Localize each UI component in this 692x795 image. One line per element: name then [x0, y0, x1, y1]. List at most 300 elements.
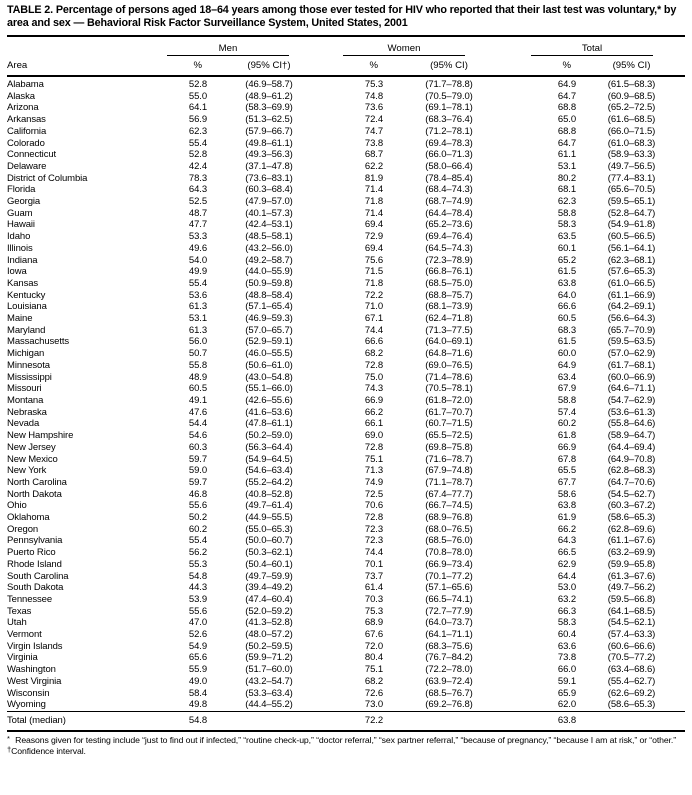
men-pct-cell: 55.4 [188, 277, 207, 289]
total-ci-cell: (60.9–68.5) [607, 90, 656, 102]
total-ci-cell: (61.0–68.3) [607, 137, 656, 149]
men-pct-cell: 59.7 [188, 476, 207, 488]
women-ci-cell: (68.3–75.6) [425, 640, 473, 652]
area-cell: Guam [7, 207, 33, 219]
table-row [7, 219, 685, 231]
women-ci-cell: (70.1–77.2) [425, 570, 473, 582]
table-row [7, 325, 685, 337]
total-pct-cell: 65.5 [557, 465, 576, 477]
men-pct-cell: 65.6 [188, 652, 207, 664]
women-ci-cell: (64.5–74.3) [425, 242, 473, 254]
total-pct-cell: 68.8 [557, 125, 576, 137]
area-cell: Kentucky [7, 289, 46, 301]
column-header-row [7, 56, 685, 76]
total-pct-cell: 58.3 [557, 617, 576, 629]
table-row [7, 571, 685, 583]
total-ci-cell: (61.3–67.6) [607, 570, 656, 582]
women-pct-cell: 75.3 [364, 79, 383, 90]
women-ci-cell: (76.7–84.2) [425, 652, 473, 664]
total-pct-cell: 62.3 [557, 196, 576, 208]
men-ci-cell: (46.9–59.3) [245, 313, 293, 325]
men-pct-cell: 62.3 [188, 125, 207, 137]
total-ci-cell: (62.8–69.6) [607, 523, 656, 535]
women-ci-cell: (64.0–73.7) [425, 617, 473, 629]
women-ci-cell: (63.9–72.4) [425, 675, 473, 687]
men-pct-cell: 54.8 [188, 570, 207, 582]
table-row [7, 336, 685, 348]
women-pct-cell: 69.4 [364, 219, 383, 231]
men-ci-cell: (52.0–59.2) [245, 605, 293, 617]
men-pct-cell: 64.3 [188, 184, 207, 196]
women-pct-cell: 67.6 [364, 629, 383, 641]
total-pct-cell: 64.7 [557, 90, 576, 102]
table-row [7, 383, 685, 395]
women-pct-cell: 69.0 [364, 430, 383, 442]
area-cell: Pennsylvania [7, 535, 63, 547]
women-pct-cell: 71.0 [364, 301, 383, 313]
table-row [7, 278, 685, 290]
table-row [7, 266, 685, 278]
table-row [7, 76, 685, 91]
table-row [7, 395, 685, 407]
table-row [7, 500, 685, 512]
men-ci-cell: (47.9–57.0) [245, 196, 293, 208]
men-pct-cell: 61.3 [188, 324, 207, 336]
table-row [7, 126, 685, 138]
women-ci-cell: (68.3–76.4) [425, 114, 473, 126]
men-pct-cell: 53.9 [188, 593, 207, 605]
men-pct-cell: 54.6 [188, 430, 207, 442]
total-pct-cell: 67.9 [557, 383, 576, 395]
total-pct-cell: 64.3 [557, 535, 576, 547]
total-pct-cell: 62.9 [557, 558, 576, 570]
table-total-section [7, 711, 685, 731]
area-cell: New Hampshire [7, 430, 74, 442]
total-ci-cell: (54.7–62.9) [607, 394, 656, 406]
total-ci-header: (95% CI) [578, 56, 685, 76]
men-pct-cell: 47.7 [188, 219, 207, 231]
table-row [7, 524, 685, 536]
men-pct-cell: 60.5 [188, 383, 207, 395]
women-pct-cell: 72.0 [364, 640, 383, 652]
table-row [7, 255, 685, 267]
area-cell: Minnesota [7, 359, 50, 371]
total-ci-cell: (58.9–64.7) [607, 430, 656, 442]
area-cell: Oklahoma [7, 512, 50, 524]
women-ci-cell: (65.5–72.5) [425, 430, 473, 442]
men-pct-cell: 49.8 [188, 699, 207, 711]
men-ci-cell: (50.6–61.0) [245, 359, 293, 371]
women-ci-cell: (71.2–78.1) [425, 125, 473, 137]
women-pct-cell: 71.4 [364, 184, 383, 196]
table-row [7, 676, 685, 688]
footnote-ci [7, 746, 685, 758]
women-ci-cell: (68.0–76.5) [425, 523, 473, 535]
men-ci-cell: (55.1–66.0) [245, 383, 293, 395]
men-pct-cell: 47.6 [188, 406, 207, 418]
men-ci-cell: (37.1–47.8) [245, 160, 293, 172]
table-row [7, 173, 685, 185]
table-body [7, 76, 685, 711]
area-cell: Delaware [7, 160, 47, 172]
men-pct-cell: 50.2 [188, 512, 207, 524]
total-pct-cell: 66.0 [557, 664, 576, 676]
men-pct-cell: 48.9 [188, 371, 207, 383]
total-ci-cell: (66.0–71.5) [607, 125, 656, 137]
women-pct-cell: 75.1 [364, 664, 383, 676]
total-pct-cell: 65.9 [557, 687, 576, 699]
table-row [7, 617, 685, 629]
women-ci-cell: (70.8–78.0) [425, 547, 473, 559]
total-pct-cell: 80.2 [557, 172, 576, 184]
men-pct-cell: 49.9 [188, 266, 207, 278]
area-cell: Puerto Rico [7, 547, 56, 559]
table-header [7, 39, 685, 76]
women-pct-cell: 70.3 [364, 593, 383, 605]
women-ci-cell: (69.1–78.1) [425, 102, 473, 114]
men-pct-cell: 47.0 [188, 617, 207, 629]
men-pct-cell: 44.3 [188, 582, 207, 594]
total-pct-cell: 58.8 [557, 207, 576, 219]
area-cell: Tennessee [7, 593, 53, 605]
men-ci-cell: (43.2–56.0) [245, 242, 293, 254]
men-ci-cell: (41.6–53.6) [245, 406, 293, 418]
women-ci-cell: (69.4–76.4) [425, 231, 473, 243]
total-ci-cell: (57.0–62.9) [607, 348, 656, 360]
table-row [7, 313, 685, 325]
men-pct-cell: 58.4 [188, 687, 207, 699]
women-pct-cell: 71.3 [364, 465, 383, 477]
table-row [7, 407, 685, 419]
women-pct-cell: 68.2 [364, 675, 383, 687]
women-pct-cell: 66.6 [364, 336, 383, 348]
total-pct-cell: 59.1 [557, 675, 576, 687]
area-cell: Virginia [7, 652, 38, 664]
men-ci-cell: (43.0–54.8) [245, 371, 293, 383]
men-pct-cell: 55.6 [188, 500, 207, 512]
area-group-spacer [7, 39, 167, 56]
area-cell: Kansas [7, 277, 39, 289]
area-cell: Illinois [7, 242, 33, 254]
total-pct-cell: 61.8 [557, 430, 576, 442]
total-ci-cell: (60.5–66.5) [607, 231, 656, 243]
women-pct-cell: 72.8 [364, 359, 383, 371]
table-row [7, 512, 685, 524]
total-row-women-ci [385, 711, 513, 731]
men-ci-cell: (49.3–56.3) [245, 149, 293, 161]
total-pct-cell: 57.4 [557, 406, 576, 418]
area-cell: Vermont [7, 629, 42, 641]
area-cell: Missouri [7, 383, 42, 395]
women-ci-cell: (69.8–75.8) [425, 441, 473, 453]
women-group-label: Women [343, 43, 465, 56]
men-pct-cell: 55.3 [188, 558, 207, 570]
men-ci-cell: (50.3–62.1) [245, 547, 293, 559]
area-cell: South Carolina [7, 570, 69, 582]
total-ci-cell: (49.7–56.2) [607, 582, 656, 594]
total-ci-cell: (62.3–68.1) [607, 254, 656, 266]
total-ci-cell: (60.0–66.9) [607, 371, 656, 383]
women-pct-cell: 72.2 [364, 289, 383, 301]
total-ci-cell: (61.5–68.3) [607, 79, 656, 90]
men-pct-cell: 53.6 [188, 289, 207, 301]
women-pct-cell: 71.5 [364, 266, 383, 278]
total-pct-cell: 60.4 [557, 629, 576, 641]
total-ci-cell: (60.6–66.6) [607, 640, 656, 652]
women-pct-cell: 75.3 [364, 605, 383, 617]
total-pct-cell: 60.0 [557, 348, 576, 360]
total-pct-cell: 68.8 [557, 102, 576, 114]
table-row [7, 652, 685, 664]
women-pct-cell: 80.4 [364, 652, 383, 664]
women-ci-cell: (67.9–74.8) [425, 465, 473, 477]
women-ci-cell: (66.0–71.3) [425, 149, 473, 161]
total-pct-cell: 67.8 [557, 453, 576, 465]
total-ci-cell: (65.6–70.5) [607, 184, 656, 196]
men-pct-cell: 59.7 [188, 453, 207, 465]
men-ci-cell: (57.0–65.7) [245, 324, 293, 336]
men-pct-header: % [167, 56, 209, 76]
total-pct-cell: 64.0 [557, 289, 576, 301]
women-group-header [329, 39, 513, 56]
area-cell: Idaho [7, 231, 31, 243]
women-pct-cell: 67.1 [364, 313, 383, 325]
total-pct-cell: 65.2 [557, 254, 576, 266]
area-cell: Wisconsin [7, 687, 50, 699]
total-row-total-pct: 63.8 [513, 711, 578, 731]
men-ci-cell: (55.0–65.3) [245, 523, 293, 535]
total-pct-cell: 66.6 [557, 301, 576, 313]
table-row [7, 442, 685, 454]
women-ci-cell: (57.1–65.6) [425, 582, 473, 594]
footnote-reasons [7, 735, 685, 747]
footnote-reasons-text: Reasons given for testing include “just to find out if infected,” “routine check-up,” “doctor referral,” “sex partner referral,” “because of pregnancy,” “because I am at risk,” or “other.” [12, 734, 677, 745]
table-row [7, 91, 685, 103]
men-pct-cell: 55.0 [188, 90, 207, 102]
women-ci-cell: (66.7–74.5) [425, 500, 473, 512]
men-pct-cell: 56.0 [188, 336, 207, 348]
men-ci-cell: (49.8–61.1) [245, 137, 293, 149]
total-ci-cell: (58.6–65.3) [607, 699, 656, 711]
total-pct-cell: 66.3 [557, 605, 576, 617]
total-ci-cell: (63.4–68.6) [607, 664, 656, 676]
table-row [7, 465, 685, 477]
table-title: TABLE 2. Percentage of persons aged 18–64 years among those ever tested for HIV who reported that their last test was voluntary,* by area and sex — Behavioral Risk Factor Surveillance System, United States, 2001 [7, 4, 685, 37]
total-pct-header: % [513, 56, 578, 76]
total-pct-cell: 58.8 [557, 394, 576, 406]
total-ci-cell: (59.9–65.8) [607, 558, 656, 570]
women-ci-cell: (66.8–76.1) [425, 266, 473, 278]
men-pct-cell: 55.4 [188, 535, 207, 547]
men-pct-cell: 60.2 [188, 523, 207, 535]
women-pct-cell: 73.7 [364, 570, 383, 582]
men-ci-cell: (50.2–59.5) [245, 640, 293, 652]
total-ci-cell: (59.5–66.8) [607, 593, 656, 605]
total-pct-cell: 66.9 [557, 441, 576, 453]
total-pct-cell: 66.5 [557, 547, 576, 559]
area-cell: Rhode Island [7, 558, 62, 570]
area-cell: South Dakota [7, 582, 64, 594]
total-ci-cell: (59.5–65.1) [607, 196, 656, 208]
men-pct-cell: 64.1 [188, 102, 207, 114]
area-cell: Arkansas [7, 114, 46, 126]
total-row-men-ci [209, 711, 329, 731]
women-pct-cell: 74.7 [364, 125, 383, 137]
women-ci-cell: (68.4–74.3) [425, 184, 473, 196]
women-pct-cell: 72.8 [364, 441, 383, 453]
women-ci-cell: (71.4–78.6) [425, 371, 473, 383]
women-pct-cell: 71.4 [364, 207, 383, 219]
total-pct-cell: 60.1 [557, 242, 576, 254]
total-ci-cell: (70.5–77.2) [607, 652, 656, 664]
men-pct-cell: 52.5 [188, 196, 207, 208]
total-ci-cell: (65.7–70.9) [607, 324, 656, 336]
total-ci-cell: (77.4–83.1) [607, 172, 656, 184]
total-ci-cell: (63.2–69.9) [607, 547, 656, 559]
total-pct-cell: 63.6 [557, 640, 576, 652]
women-pct-cell: 71.8 [364, 277, 383, 289]
women-ci-cell: (72.3–78.9) [425, 254, 473, 266]
men-pct-cell: 53.3 [188, 231, 207, 243]
total-group-label: Total [531, 43, 653, 56]
men-ci-cell: (44.9–55.5) [245, 512, 293, 524]
table-row [7, 102, 685, 114]
women-pct-cell: 75.0 [364, 371, 383, 383]
men-ci-cell: (42.6–55.6) [245, 394, 293, 406]
data-table [7, 39, 685, 732]
men-ci-cell: (48.0–57.2) [245, 629, 293, 641]
total-pct-cell: 67.7 [557, 476, 576, 488]
area-cell: Nebraska [7, 406, 47, 418]
men-ci-cell: (46.0–55.5) [245, 348, 293, 360]
area-cell: Hawaii [7, 219, 35, 231]
men-ci-cell: (48.8–58.4) [245, 289, 293, 301]
men-ci-header: (95% CI†) [209, 56, 329, 76]
total-ci-cell: (60.3–67.2) [607, 500, 656, 512]
men-pct-cell: 60.3 [188, 441, 207, 453]
men-ci-cell: (50.4–60.1) [245, 558, 293, 570]
men-ci-cell: (58.3–69.9) [245, 102, 293, 114]
total-group-header [513, 39, 685, 56]
area-cell: Michigan [7, 348, 45, 360]
area-cell: New Jersey [7, 441, 56, 453]
total-pct-cell: 64.7 [557, 137, 576, 149]
total-ci-cell: (62.6–69.2) [607, 687, 656, 699]
total-pct-cell: 60.5 [557, 313, 576, 325]
total-pct-cell: 65.0 [557, 114, 576, 126]
women-pct-cell: 74.8 [364, 90, 383, 102]
men-pct-cell: 61.3 [188, 301, 207, 313]
men-ci-cell: (51.7–60.0) [245, 664, 293, 676]
table-row [7, 547, 685, 559]
women-ci-cell: (66.9–73.4) [425, 558, 473, 570]
total-pct-cell: 63.5 [557, 231, 576, 243]
area-cell: Georgia [7, 196, 41, 208]
women-pct-cell: 66.2 [364, 406, 383, 418]
group-header-row [7, 39, 685, 56]
total-pct-cell: 68.1 [557, 184, 576, 196]
total-row-label: Total (median) [7, 711, 167, 731]
table-row [7, 477, 685, 489]
women-pct-cell: 72.5 [364, 488, 383, 500]
area-cell: Alabama [7, 79, 44, 90]
total-pct-cell: 60.2 [557, 418, 576, 430]
women-pct-cell: 66.1 [364, 418, 383, 430]
area-cell: Iowa [7, 266, 27, 278]
total-pct-cell: 58.3 [557, 219, 576, 231]
women-ci-cell: (71.6–78.7) [425, 453, 473, 465]
women-pct-cell: 72.3 [364, 523, 383, 535]
area-cell: Maryland [7, 324, 46, 336]
table-row [7, 231, 685, 243]
women-ci-cell: (64.0–69.1) [425, 336, 473, 348]
women-ci-cell: (68.8–75.7) [425, 289, 473, 301]
total-ci-cell: (54.5–62.7) [607, 488, 656, 500]
men-pct-cell: 59.0 [188, 465, 207, 477]
women-pct-header: % [329, 56, 385, 76]
area-cell: New Mexico [7, 453, 58, 465]
table-row [7, 196, 685, 208]
total-ci-cell: (64.7–70.6) [607, 476, 656, 488]
women-pct-cell: 70.6 [364, 500, 383, 512]
men-pct-cell: 46.8 [188, 488, 207, 500]
women-ci-cell: (68.9–76.8) [425, 512, 473, 524]
women-pct-cell: 62.2 [364, 160, 383, 172]
total-pct-cell: 63.8 [557, 277, 576, 289]
women-ci-cell: (60.7–71.5) [425, 418, 473, 430]
total-pct-cell: 61.9 [557, 512, 576, 524]
area-cell: Montana [7, 394, 44, 406]
women-ci-cell: (68.7–74.9) [425, 196, 473, 208]
total-ci-cell: (61.7–68.1) [607, 359, 656, 371]
men-ci-cell: (43.2–54.7) [245, 675, 293, 687]
women-pct-cell: 69.4 [364, 242, 383, 254]
women-ci-cell: (66.5–74.1) [425, 593, 473, 605]
men-pct-cell: 49.1 [188, 394, 207, 406]
total-pct-cell: 62.0 [557, 699, 576, 711]
women-pct-cell: 72.9 [364, 231, 383, 243]
area-cell: Colorado [7, 137, 45, 149]
total-pct-cell: 61.1 [557, 149, 576, 161]
table-row [7, 454, 685, 466]
area-cell: Indiana [7, 254, 38, 266]
area-cell: Mississippi [7, 371, 52, 383]
women-ci-cell: (69.2–76.8) [425, 699, 473, 711]
men-ci-cell: (54.9–64.5) [245, 453, 293, 465]
table-row [7, 594, 685, 606]
area-cell: North Dakota [7, 488, 62, 500]
women-ci-cell: (68.1–73.9) [425, 301, 473, 313]
total-ci-cell: (56.1–64.1) [607, 242, 656, 254]
women-ci-cell: (61.7–70.7) [425, 406, 473, 418]
total-row-men-pct: 54.8 [167, 711, 209, 731]
total-pct-cell: 61.5 [557, 336, 576, 348]
men-ci-cell: (40.1–57.3) [245, 207, 293, 219]
total-pct-cell: 53.0 [557, 582, 576, 594]
total-pct-cell: 63.8 [557, 500, 576, 512]
men-ci-cell: (47.8–61.1) [245, 418, 293, 430]
women-ci-cell: (72.7–77.9) [425, 605, 473, 617]
women-ci-cell: (64.8–71.6) [425, 348, 473, 360]
total-ci-cell: (49.7–56.5) [607, 160, 656, 172]
total-ci-cell: (54.5–62.1) [607, 617, 656, 629]
men-ci-cell: (56.3–64.4) [245, 441, 293, 453]
total-ci-cell: (57.4–63.3) [607, 629, 656, 641]
total-ci-cell: (61.1–67.6) [607, 535, 656, 547]
men-ci-cell: (44.4–55.2) [245, 699, 293, 711]
women-ci-cell: (68.5–76.7) [425, 687, 473, 699]
table-row [7, 535, 685, 547]
